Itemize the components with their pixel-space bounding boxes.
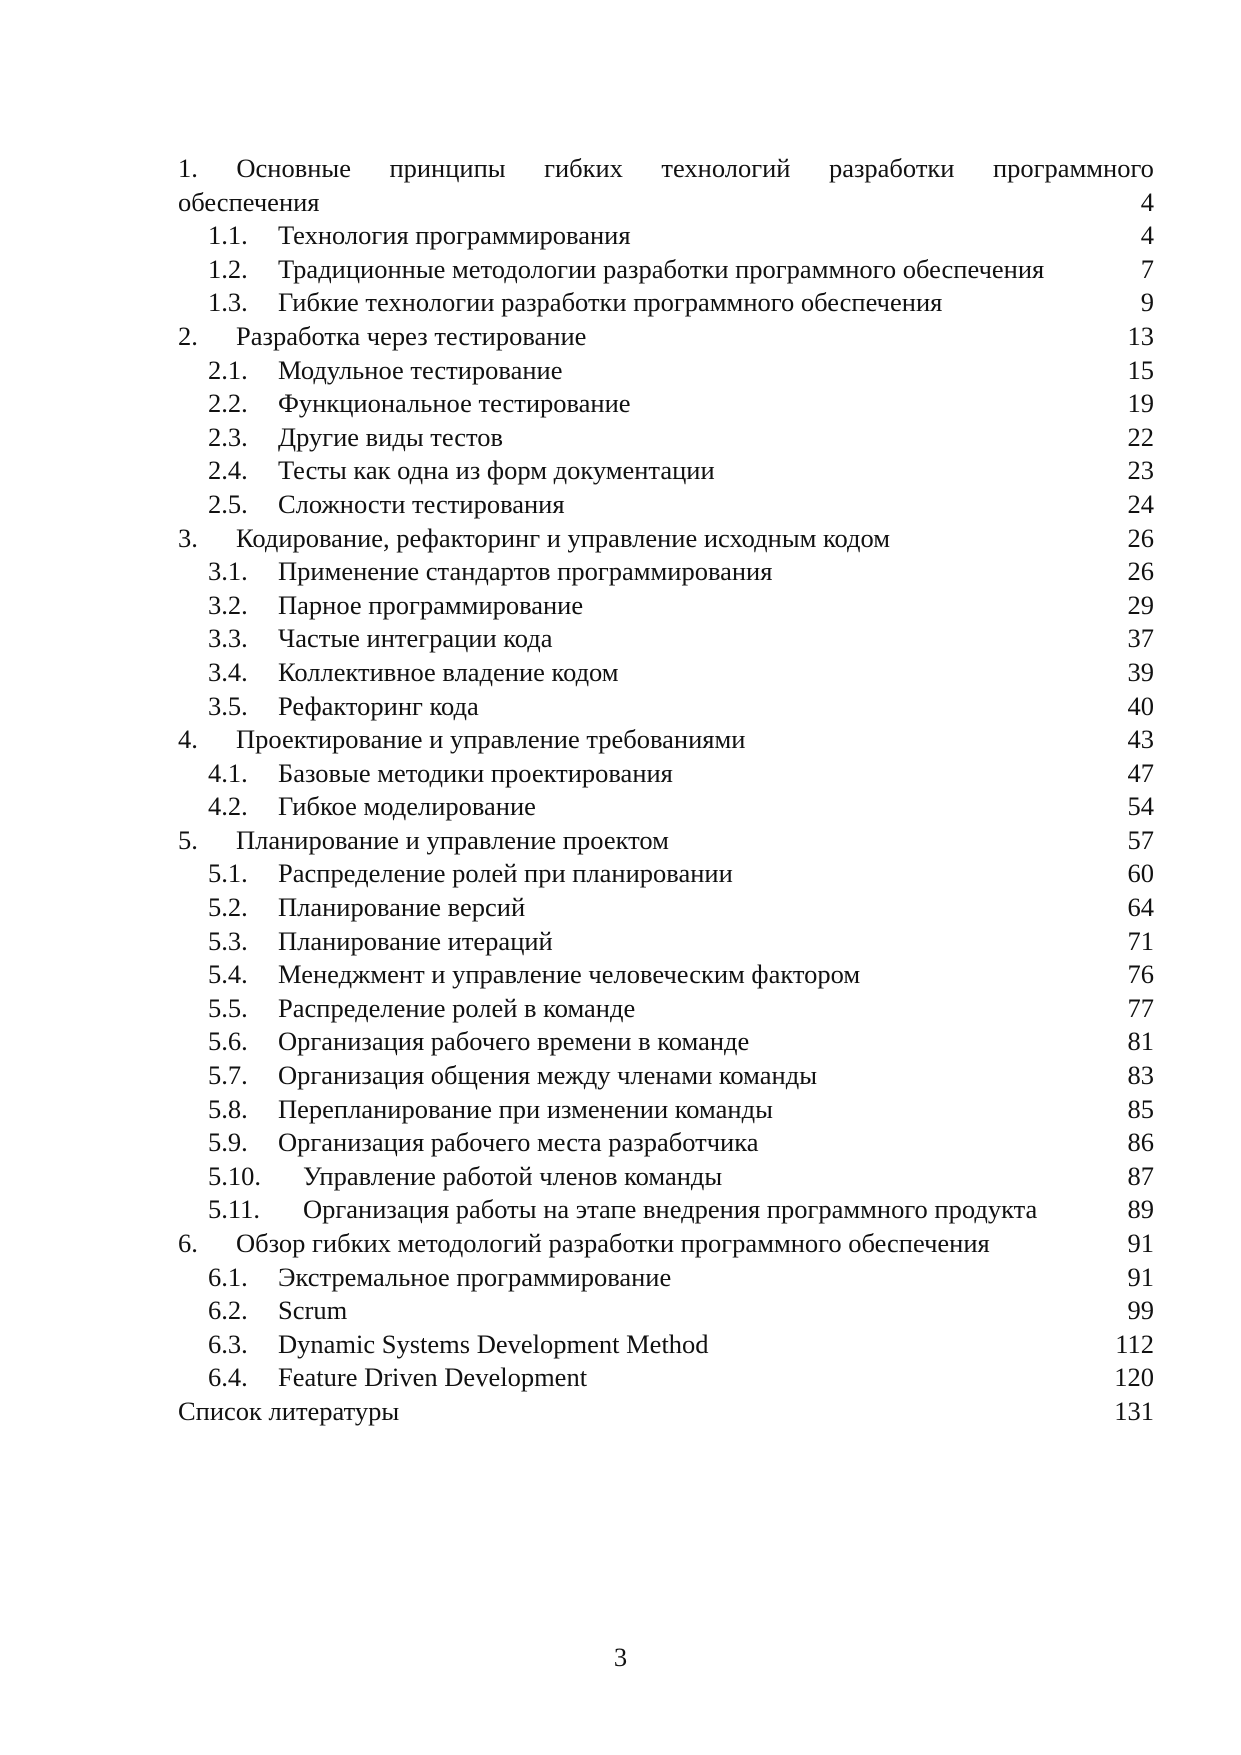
toc-entry-title: Функциональное тестирование [278, 388, 631, 419]
toc-entry-title: Перепланирование при изменении команды [278, 1093, 773, 1124]
toc-entry-page: 91 [1127, 1228, 1154, 1258]
toc-entry-num: 4.2. [208, 791, 248, 822]
toc-entry[interactable] [178, 992, 1154, 1026]
toc-entry-num: 5.2. [208, 892, 248, 923]
toc-entry[interactable] [178, 354, 1154, 388]
toc-entry-title: Рефакторинг кода [278, 690, 479, 721]
toc-entry[interactable] [178, 1193, 1154, 1227]
toc-word: гибких [544, 153, 623, 183]
toc-entry-num: 4.1. [208, 757, 248, 788]
toc-entry[interactable] [178, 1059, 1154, 1093]
toc-entry-page: 112 [1115, 1328, 1154, 1359]
toc-entry[interactable] [178, 1227, 1154, 1261]
toc-entry-title: Управление работой членов команды [303, 1160, 723, 1191]
toc-entry-num: 2.1. [208, 354, 248, 385]
toc-entry-num: 6.4. [208, 1362, 248, 1393]
toc-entry-page: 47 [1127, 757, 1154, 788]
toc-entry-title: Разработка через тестирование [236, 320, 587, 351]
toc-entry-title: Применение стандартов программирования [278, 556, 773, 587]
toc-entry-title: Менеджмент и управление человеческим фактором [278, 959, 861, 990]
toc-entry-num: 5.8. [208, 1093, 248, 1124]
toc-entry-num: 3.2. [208, 589, 248, 620]
toc-entry-page: 83 [1127, 1060, 1154, 1091]
toc-entry-title: Список литературы [178, 1395, 400, 1426]
toc-entry-title: Модульное тестирование [278, 354, 563, 385]
toc-entry[interactable] [178, 690, 1154, 724]
toc-entry-num: 2.3. [208, 421, 248, 452]
toc-entry[interactable] [178, 589, 1154, 623]
toc-entry[interactable] [178, 219, 1154, 253]
toc-entry-num: 2.2. [208, 388, 248, 419]
toc-entry[interactable] [178, 723, 1154, 757]
toc-entry[interactable] [178, 286, 1154, 320]
toc-entry-num: 1.2. [208, 253, 248, 284]
toc-entry-title: Экстремальное программирование [278, 1261, 672, 1292]
toc-entry-title: Организация общения между членами команды [278, 1060, 817, 1091]
toc-entry-num: 2.5. [208, 488, 248, 519]
toc-entry-page: 40 [1127, 690, 1154, 721]
toc-entry[interactable] [178, 1294, 1154, 1328]
toc-entry-1-line1 [178, 152, 1154, 186]
toc-entry[interactable] [178, 320, 1154, 354]
toc-word: Основные [236, 153, 351, 183]
toc-entry-title: Планирование версий [278, 892, 526, 923]
toc-entry[interactable] [178, 925, 1154, 959]
toc-entry-page: 7 [1140, 253, 1154, 284]
toc-entry-title-cont: обеспечения [178, 186, 320, 217]
toc-entry-page: 76 [1127, 959, 1154, 990]
toc-entry-num: 4. [178, 724, 198, 755]
toc-entry-num: 5.4. [208, 959, 248, 990]
toc-entry-page: 23 [1127, 455, 1154, 486]
toc-entry-num: 5.6. [208, 1026, 248, 1057]
toc-entry-num: 5.3. [208, 925, 248, 956]
toc-entry-title: Планирование итераций [278, 925, 553, 956]
toc-entry[interactable] [178, 958, 1154, 992]
toc-entry-page: 60 [1127, 858, 1154, 889]
toc-entry-num: 3. [178, 522, 198, 553]
toc-entry-page: 24 [1127, 488, 1154, 519]
toc-entry-page: 9 [1140, 287, 1154, 318]
toc-entry-page: 86 [1127, 1127, 1154, 1158]
toc-entry[interactable] [178, 622, 1154, 656]
toc-entry-num: 6.1. [208, 1261, 248, 1292]
toc-entry-title: Частые интеграции кода [278, 623, 553, 654]
toc-entry[interactable] [178, 824, 1154, 858]
toc-entry-title: Технология программирования [278, 220, 631, 251]
toc-entry[interactable] [178, 757, 1154, 791]
toc-entry-page: 15 [1127, 354, 1154, 385]
toc-word: программного [992, 153, 1154, 183]
toc-entry-num: 3.1. [208, 556, 248, 587]
toc-entry-title: Тесты как одна из форм документации [278, 455, 715, 486]
toc-entry-page: 4 [1140, 186, 1154, 217]
toc-entry-title: Распределение ролей в команде [278, 992, 636, 1023]
toc-entry-page: 37 [1127, 623, 1154, 654]
toc-entry-page: 85 [1127, 1093, 1154, 1124]
toc-entry-page: 39 [1127, 656, 1154, 687]
toc-entry-page: 29 [1127, 589, 1154, 620]
toc-entry-num: 5.9. [208, 1127, 248, 1158]
toc-entry-title: Организация рабочего места разработчика [278, 1127, 759, 1158]
toc-entry-page: 4 [1140, 220, 1154, 251]
toc-entry-title: Коллективное владение кодом [278, 656, 619, 687]
toc-entry[interactable] [178, 790, 1154, 824]
toc-entry-num: 3.4. [208, 656, 248, 687]
page-number: 3 [613, 1642, 628, 1672]
toc-entry-1[interactable] [178, 152, 1154, 219]
toc-entry-page: 54 [1127, 791, 1154, 822]
toc-list [178, 219, 1154, 1428]
toc-entry[interactable] [178, 1160, 1154, 1194]
table-of-contents [178, 152, 1154, 1429]
toc-entry-title: Организация рабочего времени в команде [278, 1026, 750, 1057]
toc-entry-num: 1.1. [208, 220, 248, 251]
toc-entry-num: 1.3. [208, 287, 248, 318]
toc-entry[interactable] [178, 857, 1154, 891]
toc-entry-num: 3.5. [208, 690, 248, 721]
toc-entry-title: Проектирование и управление требованиями [236, 724, 746, 755]
toc-entry-title: Dynamic Systems Development Method [278, 1328, 709, 1359]
toc-word: технологий [661, 153, 791, 183]
toc-entry-num: 6.3. [208, 1328, 248, 1359]
toc-entry-num: 5.11. [208, 1194, 261, 1225]
toc-entry-title: Feature Driven Development [278, 1362, 588, 1393]
toc-entry-title: Scrum [278, 1295, 348, 1326]
toc-entry[interactable] [178, 522, 1154, 556]
toc-entry-page: 91 [1127, 1261, 1154, 1292]
toc-entry-title: Сложности тестирования [278, 488, 565, 519]
toc-entry[interactable] [178, 488, 1154, 522]
toc-entry-num: 1. [178, 153, 198, 183]
toc-entry-page: 87 [1127, 1160, 1154, 1191]
toc-entry-num: 6. [178, 1228, 198, 1258]
toc-entry[interactable] [178, 1261, 1154, 1295]
toc-entry-page: 26 [1127, 522, 1154, 553]
toc-entry[interactable] [178, 1093, 1154, 1127]
toc-entry-num: 5.5. [208, 992, 248, 1023]
toc-entry[interactable] [178, 1395, 1154, 1429]
toc-entry-num: 2.4. [208, 455, 248, 486]
toc-word: принципы [389, 153, 506, 183]
toc-entry-page: 71 [1127, 925, 1154, 956]
toc-entry-num: 2. [178, 320, 198, 351]
toc-entry-title: Парное программирование [278, 589, 584, 620]
toc-entry[interactable] [178, 387, 1154, 421]
toc-entry[interactable] [178, 253, 1154, 287]
toc-entry-num: 5.10. [208, 1160, 261, 1191]
toc-entry-num: 5. [178, 824, 198, 855]
toc-entry-title: Кодирование, рефакторинг и управление исходным кодом [236, 522, 891, 553]
toc-entry[interactable] [178, 1126, 1154, 1160]
toc-entry-title: Гибкие технологии разработки программного обеспечения [278, 287, 943, 318]
toc-entry[interactable] [178, 1025, 1154, 1059]
toc-entry-num: 6.2. [208, 1295, 248, 1326]
toc-entry-page: 26 [1127, 556, 1154, 587]
toc-entry-page: 120 [1114, 1362, 1154, 1393]
toc-entry[interactable] [178, 656, 1154, 690]
toc-entry-title: Распределение ролей при планировании [278, 858, 733, 889]
toc-entry-page: 57 [1127, 824, 1154, 855]
toc-entry-page: 77 [1127, 992, 1154, 1023]
toc-entry[interactable] [178, 1328, 1154, 1362]
toc-entry-page: 19 [1127, 388, 1154, 419]
toc-entry-title: Обзор гибких методологий разработки программного обеспечения [236, 1228, 990, 1258]
toc-entry-page: 99 [1127, 1295, 1154, 1326]
toc-entry[interactable] [178, 891, 1154, 925]
toc-word: разработки [828, 153, 955, 183]
toc-entry-page: 43 [1127, 724, 1154, 755]
toc-entry-title: Организация работы на этапе внедрения программного продукта [303, 1194, 1038, 1225]
toc-entry[interactable] [178, 454, 1154, 488]
toc-entry-title: Гибкое моделирование [278, 791, 536, 822]
toc-entry-page: 22 [1127, 421, 1154, 452]
toc-entry-page: 13 [1127, 320, 1154, 351]
toc-entry-num: 5.1. [208, 858, 248, 889]
toc-entry-page: 89 [1127, 1194, 1154, 1225]
toc-entry-page: 131 [1114, 1395, 1154, 1426]
toc-entry-title: Базовые методики проектирования [278, 757, 673, 788]
toc-entry-title: Традиционные методологии разработки программного обеспечения [278, 253, 1045, 284]
toc-entry[interactable] [178, 1361, 1154, 1395]
toc-entry-title: Другие виды тестов [278, 421, 504, 452]
toc-entry-num: 3.3. [208, 623, 248, 654]
toc-entry[interactable] [178, 421, 1154, 455]
toc-entry-page: 81 [1127, 1026, 1154, 1057]
toc-entry-num: 5.7. [208, 1060, 248, 1091]
toc-entry-title: Планирование и управление проектом [236, 824, 669, 855]
toc-entry[interactable] [178, 555, 1154, 589]
toc-entry-1-line2 [178, 186, 1154, 220]
toc-entry-page: 64 [1127, 892, 1154, 923]
